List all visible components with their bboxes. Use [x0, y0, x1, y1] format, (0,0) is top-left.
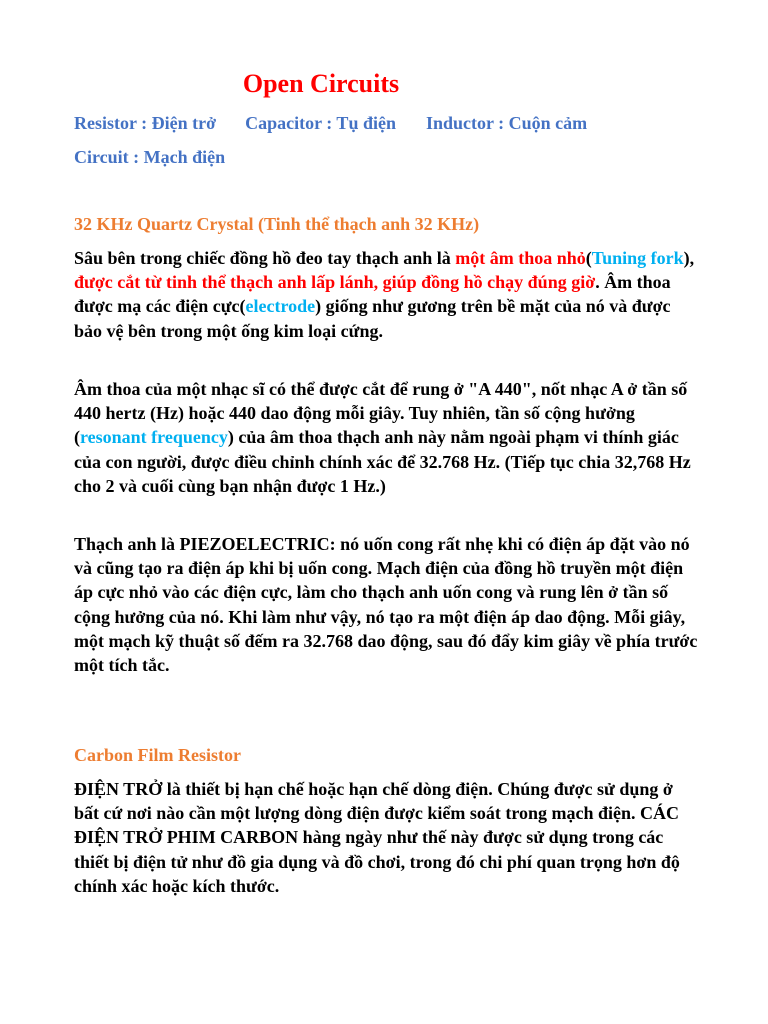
highlight-term-resonant-frequency: resonant frequency — [80, 427, 228, 448]
highlight-red-text: một âm thoa nhỏ — [455, 248, 586, 268]
text-run: Âm thoa của một nhạc sĩ có thể được cắt để rung ở "A 440", nốt nhạc A ở tần số 440 hertz (Hz) hoặc 440 dao động mỗi giây. Tuy nhiên, tần số cộng hưởng ( — [74, 379, 688, 448]
glossary-row-2 — [74, 145, 225, 169]
glossary-capacitor: Capacitor : Tụ điện — [245, 113, 396, 133]
text-run: ) của âm thoa thạch anh này nằm ngoài phạm vi thính giác của con người, được điều chỉnh chính xác để 32.768 Hz. (Tiếp tục chia 32,768 Hz cho 2 và cuối cùng bạn nhận được 1 Hz.) — [74, 427, 691, 496]
paragraph-quartz-1 — [74, 246, 702, 343]
section-heading-carbon-film: Carbon Film Resistor — [74, 745, 241, 765]
glossary-resistor: Resistor : Điện trở — [74, 113, 217, 133]
paragraph-carbon-film: ĐIỆN TRỞ là thiết bị hạn chế hoặc hạn chế dòng điện. Chúng được sử dụng ở bất cứ nơi nào cần một lượng dòng điện được kiểm soát trong mạch điện. CÁC ĐIỆN TRỞ PHIM CARBON hàng ngày như thế này được sử dụng trong các thiết bị điện tử như đồ gia dụng và đồ chơi, trong đó chi phí quan trọng hơn độ chính xác hoặc kích thước. — [74, 779, 680, 896]
paragraph-quartz-2 — [74, 377, 702, 498]
glossary-inductor: Inductor : Cuộn cảm — [425, 113, 588, 133]
highlight-red-text: được cắt từ tinh thể thạch anh lấp lánh, giúp đồng hồ chạy đúng giờ — [74, 272, 596, 293]
paragraph-quartz-3: Thạch anh là PIEZOELECTRIC: nó uốn cong rất nhẹ khi có điện áp đặt vào nó và cũng tạo ra điện áp khi bị uốn cong. Mạch điện của đồng hồ truyền một điện áp cực nhỏ vào các điện cực, làm cho thạch anh uốn cong và rung lên ở tần số cộng hưởng của nó. Khi làm như vậy, nó tạo ra một điện áp dao động. Mỗi giây, một mạch kỹ thuật số đếm ra 32.768 dao động, sau đó đẩy kim giây về phía trước một tích tắc. — [74, 534, 698, 676]
text-run: ) giống như gương trên bề mặt của nó và được bảo vệ bên trong một ống kim loại cứng. — [74, 296, 671, 341]
document-title: Open Circuits — [242, 69, 400, 98]
text-run: . Âm thoa được mạ các điện cực( — [74, 272, 671, 317]
glossary-circuit: Circuit : Mạch điện — [74, 147, 226, 167]
highlight-term-electrode: electrode — [245, 296, 316, 317]
highlight-term-tuning-fork: Tuning fork — [591, 248, 684, 268]
glossary-row-1 — [74, 111, 587, 135]
text-run: Sâu bên trong chiếc đồng hồ đeo tay thạch anh là — [74, 248, 456, 268]
text-run: ( — [585, 248, 592, 268]
section-heading-quartz: 32 KHz Quartz Crystal (Tinh thể thạch anh 32 KHz) — [74, 214, 480, 234]
text-run: ), — [683, 248, 695, 268]
